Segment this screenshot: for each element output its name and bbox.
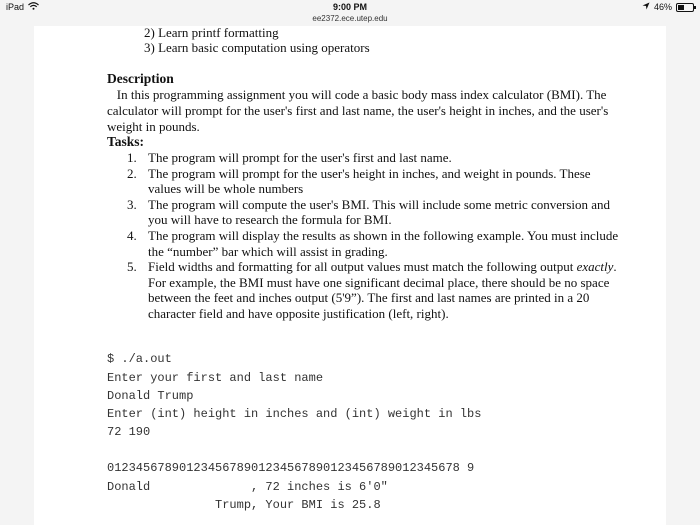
task-number: 4. [127,227,137,243]
console-output-line-2: Trump, Your BMI is 25.8 [107,498,381,512]
console-output-line-1: Donald , 72 inches is 6'0" [107,480,388,494]
task-text: The program will prompt for the user's first and last name. [148,150,452,165]
address-url[interactable]: ee2372.ece.utep.edu [312,14,388,23]
objectives-list [144,26,370,55]
tasks-list [107,150,627,322]
task-text: . For example, the BMI must have one significant decimal place, there should be no space between the feet and inches output (5'9”). The first and last names are printed in a 20 character field and have opposite justification (left, right). [148,259,617,321]
document-page [34,26,666,525]
battery-icon [676,3,694,12]
task-number: 1. [127,150,137,165]
tasks-heading: Tasks: [107,134,145,149]
console-input-height-weight: 72 190 [107,425,151,439]
status-time: 9:00 PM [332,2,367,12]
task-item [107,166,627,197]
task-item [107,150,627,166]
console-prompt-height-weight: Enter (int) height in inches and (int) weight in lbs [107,407,482,421]
task-text: The program will prompt for the user's height in inches, and weight in pounds. These values will be whole numbers [148,165,591,197]
tasks-heading-label: Tasks [107,134,140,149]
task-number: 2. [127,165,137,181]
location-arrow-icon [642,2,650,12]
task-number: 5. [127,259,137,275]
description-heading: Description [107,71,174,86]
task-item [107,228,627,259]
objective-item: 2) Learn printf formatting [144,26,279,40]
task-item [107,259,627,321]
console-number-bar: 0123456789012345678901234567890123456789012345678 9 [107,461,475,475]
task-text: Field widths and formatting for all output values must match the following output [148,259,577,275]
task-text: The program will display the results as shown in the following example. You must include the “number” bar which will assist in grading. [148,227,619,259]
battery-percent: 46% [653,2,672,12]
console-prompt-name: Enter your first and last name [107,371,324,385]
task-text-emphasis: exactly [576,259,614,275]
console-input-name: Donald Trump [107,389,194,403]
status-right [642,2,694,12]
task-number: 3. [127,196,137,212]
objective-item: 3) Learn basic computation using operators [144,40,370,55]
task-item [107,197,627,228]
status-bar [0,0,700,26]
description-text [107,87,627,134]
description-body: In this programming assignment you will code a basic body mass index calculator (BMI). The calculator will prompt for the user's first and last name, the user's height in inches, and the user's weight in pounds. [107,87,609,134]
console-command: $ ./a.out [107,352,172,366]
task-text: The program will compute the user's BMI. This will include some metric conversion and you will have to research the formula for BMI. [148,196,611,228]
device-label: iPad [6,2,25,12]
